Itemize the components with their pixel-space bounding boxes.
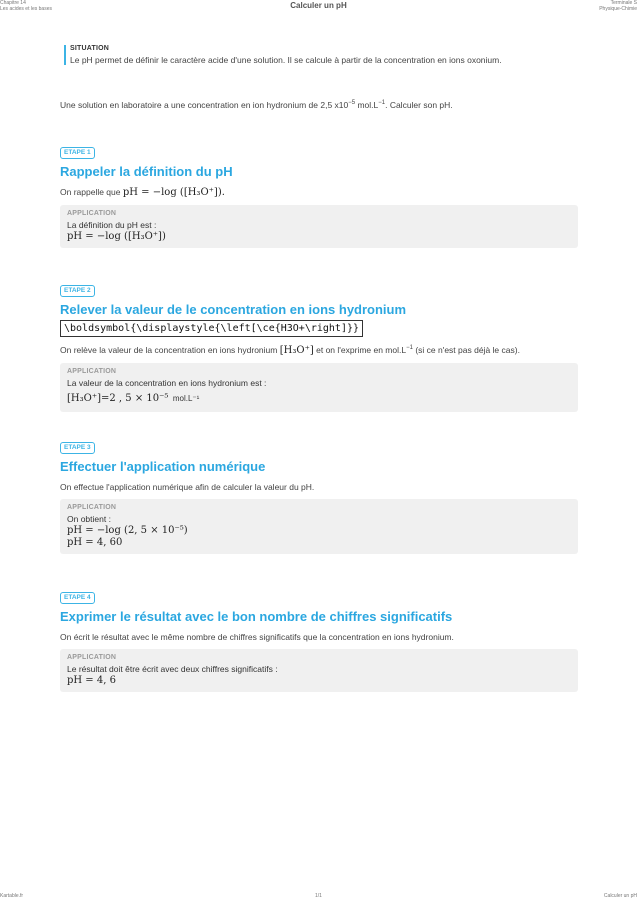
application-formula: [H₃O⁺]=2 , 5 × 10⁻⁵: [67, 393, 169, 404]
step-text-tail: (si ce n'est pas déjà le cas).: [412, 345, 520, 355]
application-label: APPLICATION: [67, 504, 117, 511]
application-box: [60, 363, 578, 412]
step-formula: pH = −log ([H₃O⁺]).: [122, 187, 225, 198]
application-text: On obtient :: [67, 514, 111, 524]
application-label: APPLICATION: [67, 210, 117, 217]
application-text: Le résultat doit être écrit avec deux chiffres significatifs :: [67, 664, 278, 674]
application-formula: pH = 4, 6: [67, 675, 116, 686]
step-badge: ETAPE 3: [60, 442, 95, 454]
application-formula: pH = −log ([H₃O⁺]): [67, 231, 166, 242]
situation-label: SITUATION: [70, 45, 110, 52]
situation-text: Le pH permet de définir le caractère acide d'une solution. Il se calcule à partir de la concentration en ions oxonium.: [70, 55, 502, 65]
raw-latex-box: \boldsymbol{\displaystyle{\left[\ce{H3O+\right]}}: [60, 320, 363, 337]
step-text: [60, 345, 578, 356]
step-text-after: et on l'exprime en mol.L: [316, 345, 407, 355]
step-text: [60, 187, 578, 198]
step-title: Rappeler la définition du pH: [60, 164, 233, 179]
application-line: [67, 388, 571, 406]
step-2: [60, 279, 578, 412]
situation-box: [64, 45, 570, 65]
class-label: Terminale S: [610, 0, 637, 6]
step-formula: [H₃O⁺]: [279, 345, 314, 356]
step-title: Effectuer l'application numérique: [60, 459, 266, 474]
intro-tail: . Calculer son pH.: [385, 100, 453, 110]
step-text: On écrit le résultat avec le même nombre de chiffres significatifs que la concentration en ions hydronium.: [60, 632, 454, 642]
intro-exponent: −5: [348, 100, 356, 107]
step-text-before: On relève la valeur de la concentration en ions hydronium: [60, 345, 278, 355]
step-4: [60, 586, 578, 692]
footer-site: Kartable.fr: [0, 893, 24, 899]
step-title: Relever la valeur de le concentration en ions hydronium: [60, 302, 407, 317]
footer-page-number: 1/1: [315, 893, 322, 899]
intro-unit-exponent: −1: [378, 100, 386, 107]
application-formula-result: pH = 4, 60: [67, 537, 123, 548]
application-text: La valeur de la concentration en ions hydronium est :: [67, 378, 267, 388]
header-right: [599, 0, 637, 12]
step-1: [60, 141, 578, 248]
problem-statement: [60, 100, 580, 110]
step-text-exp: −1: [406, 345, 413, 352]
step-text: On effectue l'application numérique afin de calculer la valeur du pH.: [60, 482, 315, 492]
application-label: APPLICATION: [67, 654, 117, 661]
step-badge: ETAPE 1: [60, 147, 95, 159]
application-box: [60, 649, 578, 692]
application-box: [60, 499, 578, 554]
page-title: Calculer un pH: [290, 1, 347, 10]
intro-unit: mol.L: [355, 100, 379, 110]
step-badge: ETAPE 4: [60, 592, 95, 604]
chapter-label: Chapitre 14: [0, 0, 26, 6]
subject-label: Physique-Chimie: [599, 6, 637, 12]
intro-text: Une solution en laboratoire a une concentration en ion hydronium de 2,5 x10: [60, 100, 349, 110]
footer-title: Calculer un pH: [603, 893, 637, 899]
application-label: APPLICATION: [67, 368, 117, 375]
application-unit: mol.L⁻¹: [172, 394, 200, 403]
application-box: [60, 205, 578, 248]
application-formula: pH = −log (2, 5 × 10⁻⁵): [67, 525, 188, 536]
step-title: Exprimer le résultat avec le bon nombre de chiffres significatifs: [60, 609, 453, 624]
application-text: La définition du pH est :: [67, 220, 157, 230]
chapter-subtitle: Les acides et les bases: [0, 6, 52, 12]
step-3: [60, 436, 578, 554]
step-text-body: On rappelle que: [60, 187, 121, 197]
step-badge: ETAPE 2: [60, 285, 95, 297]
